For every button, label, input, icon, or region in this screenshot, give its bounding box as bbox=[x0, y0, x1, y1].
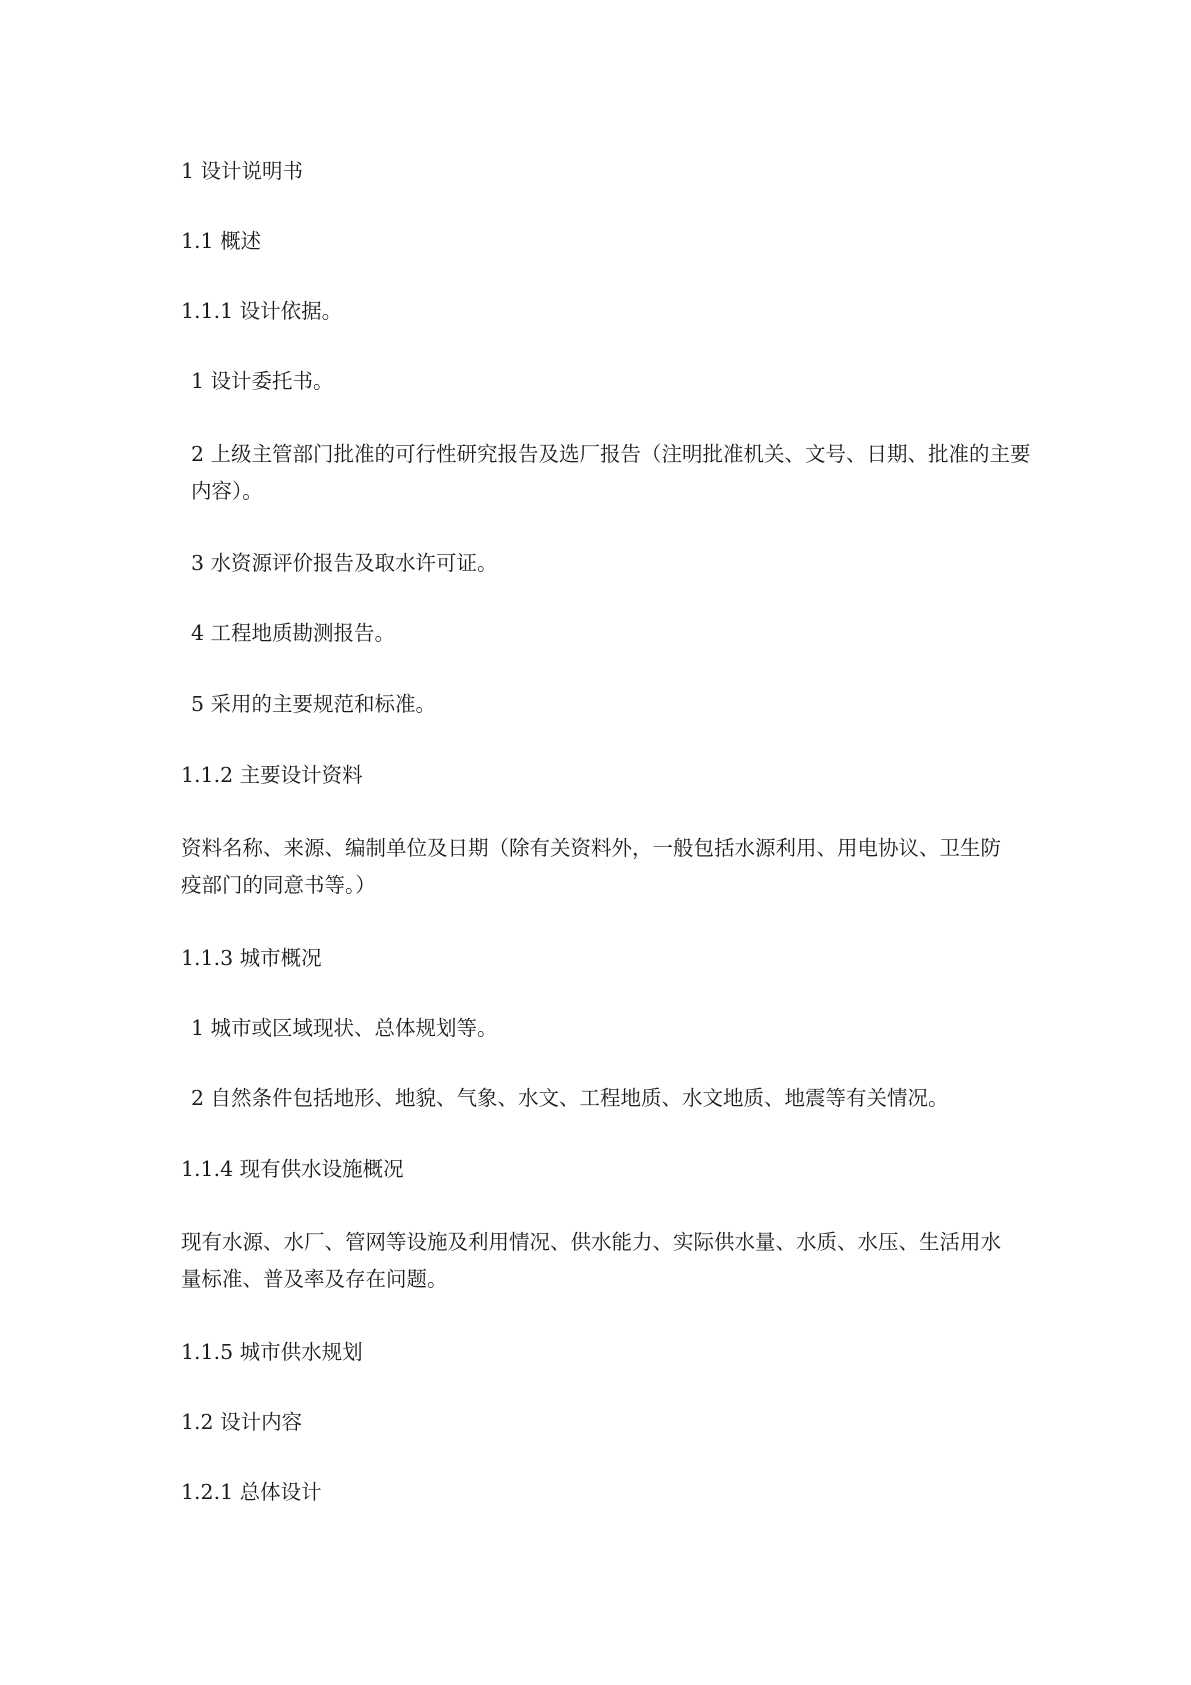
body-paragraph: 现有水源、水厂、管网等设施及利用情况、供水能力、实际供水量、水质、水压、生活用水量标准、普及率及存在问题。 bbox=[181, 1230, 1001, 1291]
heading-1-1-2: 1.1.2 主要设计资料 bbox=[181, 763, 363, 787]
list-item: 3 水资源评价报告及取水许可证。 bbox=[191, 551, 498, 575]
list-item: 5 采用的主要规范和标准。 bbox=[191, 692, 437, 716]
list-item: 4 工程地质勘测报告。 bbox=[191, 621, 396, 645]
heading-1-1: 1.1 概述 bbox=[181, 229, 262, 253]
list-item: 1 城市或区域现状、总体规划等。 bbox=[191, 1016, 498, 1040]
body-paragraph: 资料名称、来源、编制单位及日期（除有关资料外，一般包括水源利用、用电协议、卫生防疫部门的同意书等。） bbox=[181, 836, 1001, 897]
heading-1-1-4: 1.1.4 现有供水设施概况 bbox=[181, 1157, 404, 1181]
list-item: 2 上级主管部门批准的可行性研究报告及选厂报告（注明批准机关、文号、日期、批准的主要内容）。 bbox=[191, 442, 1031, 503]
heading-1-2-1: 1.2.1 总体设计 bbox=[181, 1480, 322, 1504]
heading-1-1-3: 1.1.3 城市概况 bbox=[181, 946, 322, 970]
list-item: 2 自然条件包括地形、地貌、气象、水文、工程地质、水文地质、地震等有关情况。 bbox=[191, 1086, 949, 1110]
heading-1: 1 设计说明书 bbox=[181, 159, 304, 183]
heading-1-1-1: 1.1.1 设计依据。 bbox=[181, 299, 343, 323]
heading-1-1-5: 1.1.5 城市供水规划 bbox=[181, 1340, 363, 1364]
list-item: 1 设计委托书。 bbox=[191, 369, 334, 393]
heading-1-2: 1.2 设计内容 bbox=[181, 1410, 303, 1434]
